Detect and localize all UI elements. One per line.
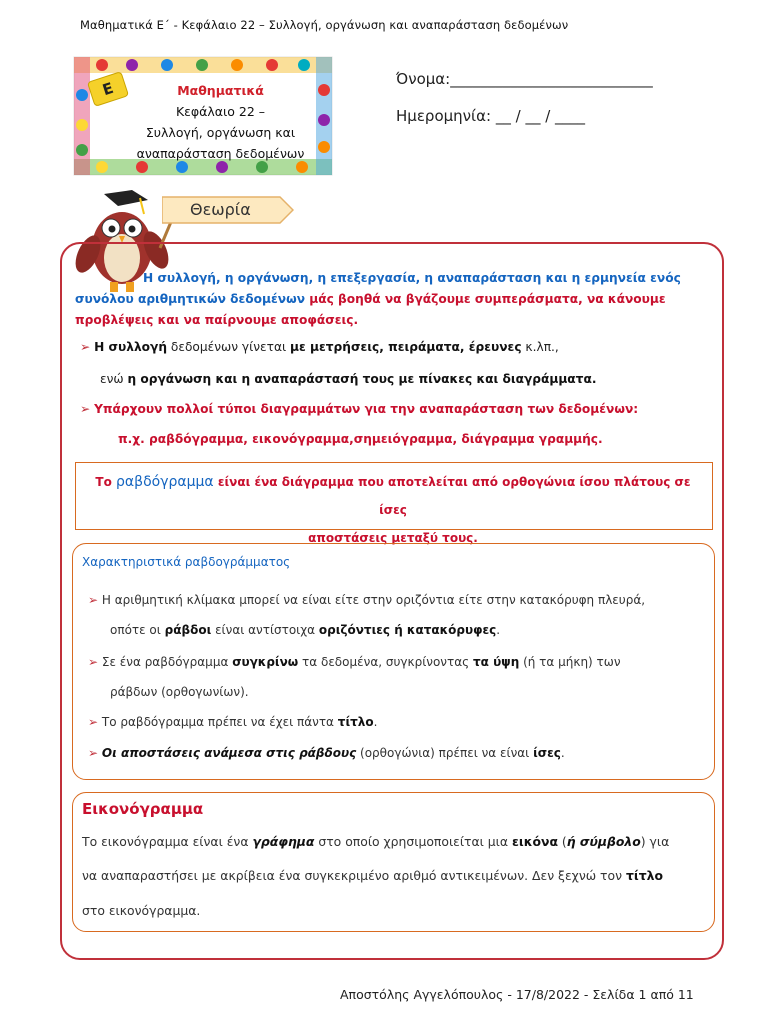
topic-line-2: αναπαράσταση δεδομένων (136, 146, 305, 161)
pictogram-line-1 (82, 834, 707, 849)
pictogram-l1-a: Το εικονόγραμμα είναι ένα (82, 834, 253, 849)
feature-2-line-2: ράβδων (ορθογωνίων). (110, 685, 249, 699)
bullet-1-text: δεδομένων γίνεται (167, 340, 291, 354)
feature-2-compare: συγκρίνω (232, 655, 299, 669)
pictogram-line-3: στο εικονόγραμμα. (82, 903, 201, 918)
pictogram-l2-a: να αναπαραστήσει με ακρίβεια ένα συγκεκριμένο αριθμό αντικειμένων. Δεν ξεχνώ τον (82, 868, 626, 883)
arrow-bullet-icon: ➢ (80, 402, 91, 416)
subject-label: Μαθηματικά (177, 83, 264, 98)
feature-1-f: . (496, 623, 501, 637)
feature-2-c: τα δεδομένα, συγκρίνοντας (298, 655, 473, 669)
topic-line-1: Συλλογή, οργάνωση και (145, 125, 296, 140)
feature-1-b: οπότε οι (110, 623, 165, 637)
feature-1-d: είναι αντίστοιχα (211, 623, 319, 637)
arrow-bullet-icon: ➢ (88, 746, 99, 760)
arrow-bullet-icon: ➢ (80, 340, 91, 354)
arrow-bullet-icon: ➢ (88, 593, 99, 607)
grade-badge: Ε (87, 71, 129, 107)
feature-2-line-1 (88, 655, 708, 669)
feature-2-e: (ή τα μήκη) των (519, 655, 621, 669)
feature-4 (88, 746, 708, 760)
bullet-1-organisation: η οργάνωση και η αναπαράστασή τους με πίνακες και διαγράμματα. (127, 372, 597, 386)
definition-text (85, 468, 701, 552)
pictogram-l1-c: στο οποίο χρησιμοποιείται μια (314, 834, 512, 849)
feature-1-line-1 (88, 593, 708, 607)
feature-1-text: Η αριθμητική κλίμακα μπορεί να είναι είτε στην οριζόντια είτε στην κατακόρυφη πλευρά, (101, 593, 646, 607)
pictogram-title: Εικονόγραμμα (82, 800, 204, 818)
page-footer: Αποστόλης Αγγελόπουλος - 17/8/2022 - Σελίδα 1 από 11 (340, 987, 694, 1002)
bullet-2-text: Υπάρχουν πολλοί τύποι διαγραμμάτων για την αναπαράσταση των δεδομένων: (94, 402, 639, 416)
bullet-1-etc: κ.λπ., (521, 340, 559, 354)
feature-4-d: . (560, 746, 565, 760)
feature-2-heights: τα ύψη (473, 655, 520, 669)
name-blank: ___________________________ (450, 70, 653, 88)
feature-3 (88, 715, 708, 729)
definition-term: ραβδόγραμμα (116, 474, 214, 490)
pictogram-line-2 (82, 868, 707, 883)
intro-paragraph (75, 268, 710, 331)
theory-tab-label: Θεωρία (190, 200, 251, 219)
pictogram-symbol: ή σύμβολο (566, 834, 641, 849)
pictogram-l1-g: ) για (640, 834, 670, 849)
intro-part-1: Η συλλογή, η οργάνωση, η επεξεργασία, η αναπαράσταση και η ερμηνεία ενός συνόλου αριθμητικών δεδομένων (75, 271, 681, 306)
arrow-bullet-icon: ➢ (88, 655, 99, 669)
arrow-bullet-icon: ➢ (88, 715, 99, 729)
chapter-label: Κεφάλαιο 22 – (175, 104, 266, 119)
date-field[interactable] (396, 107, 585, 125)
feature-3-title: τίτλο (337, 715, 374, 729)
feature-4-distances: Οι αποστάσεις ανάμεσα στις ράβδους (101, 746, 357, 760)
feature-4-b: (ορθογώνια) πρέπει να είναι (356, 746, 534, 760)
bullet-diagram-types (80, 402, 710, 416)
bullet-organisation (100, 372, 710, 386)
feature-1-line-2 (110, 623, 708, 637)
feature-3-a: Το ραβδόγραμμα πρέπει να έχει πάντα (101, 715, 338, 729)
bullet-2-example: π.χ. ραβδόγραμμα, εικονόγραμμα,σημειόγραμμα, διάγραμμα γραμμής. (118, 432, 603, 446)
name-label: Όνομα: (396, 70, 451, 88)
feature-1-bars: ράβδοι (164, 623, 212, 637)
title-card-text (118, 80, 323, 164)
intro-part-2: μάς βοηθά να βγάζουμε συμπεράσματα, να κάνουμε προβλέψεις και να παίρνουμε αποφάσεις. (75, 292, 666, 327)
pictogram-l1-e: ( (557, 834, 567, 849)
pictogram-title-word: τίτλο (625, 868, 663, 883)
bullet-1-methods: με μετρήσεις, πειράματα, έρευνες (290, 340, 522, 354)
bullet-1-term: Η συλλογή (94, 340, 168, 354)
pictogram-image: εικόνα (511, 834, 558, 849)
name-field[interactable] (396, 70, 653, 88)
date-blank: __ / __ / ____ (495, 107, 586, 125)
definition-line-2: αποστάσεις μεταξύ τους. (308, 531, 478, 545)
bullet-1-while: ενώ (100, 372, 128, 386)
features-title: Χαρακτηριστικά ραβδογράμματος (82, 555, 291, 569)
header-top-line: Μαθηματικά Ε΄ - Κεφάλαιο 22 – Συλλογή, οργάνωση και αναπαράσταση δεδομένων (80, 18, 569, 32)
feature-4-equal: ίσες (533, 746, 561, 760)
definition-rest: είναι ένα διάγραμμα που αποτελείται από ορθογώνια ίσου πλάτους σε ίσες (213, 475, 691, 517)
date-label: Ημερομηνία: (396, 107, 492, 125)
pictogram-graph: γράφημα (252, 834, 315, 849)
feature-2-a: Σε ένα ραβδόγραμμα (101, 655, 233, 669)
feature-1-orientation: οριζόντιες ή κατακόρυφες (318, 623, 497, 637)
bullet-collection (80, 340, 710, 354)
feature-3-c: . (373, 715, 378, 729)
definition-prefix: Το (95, 475, 117, 489)
